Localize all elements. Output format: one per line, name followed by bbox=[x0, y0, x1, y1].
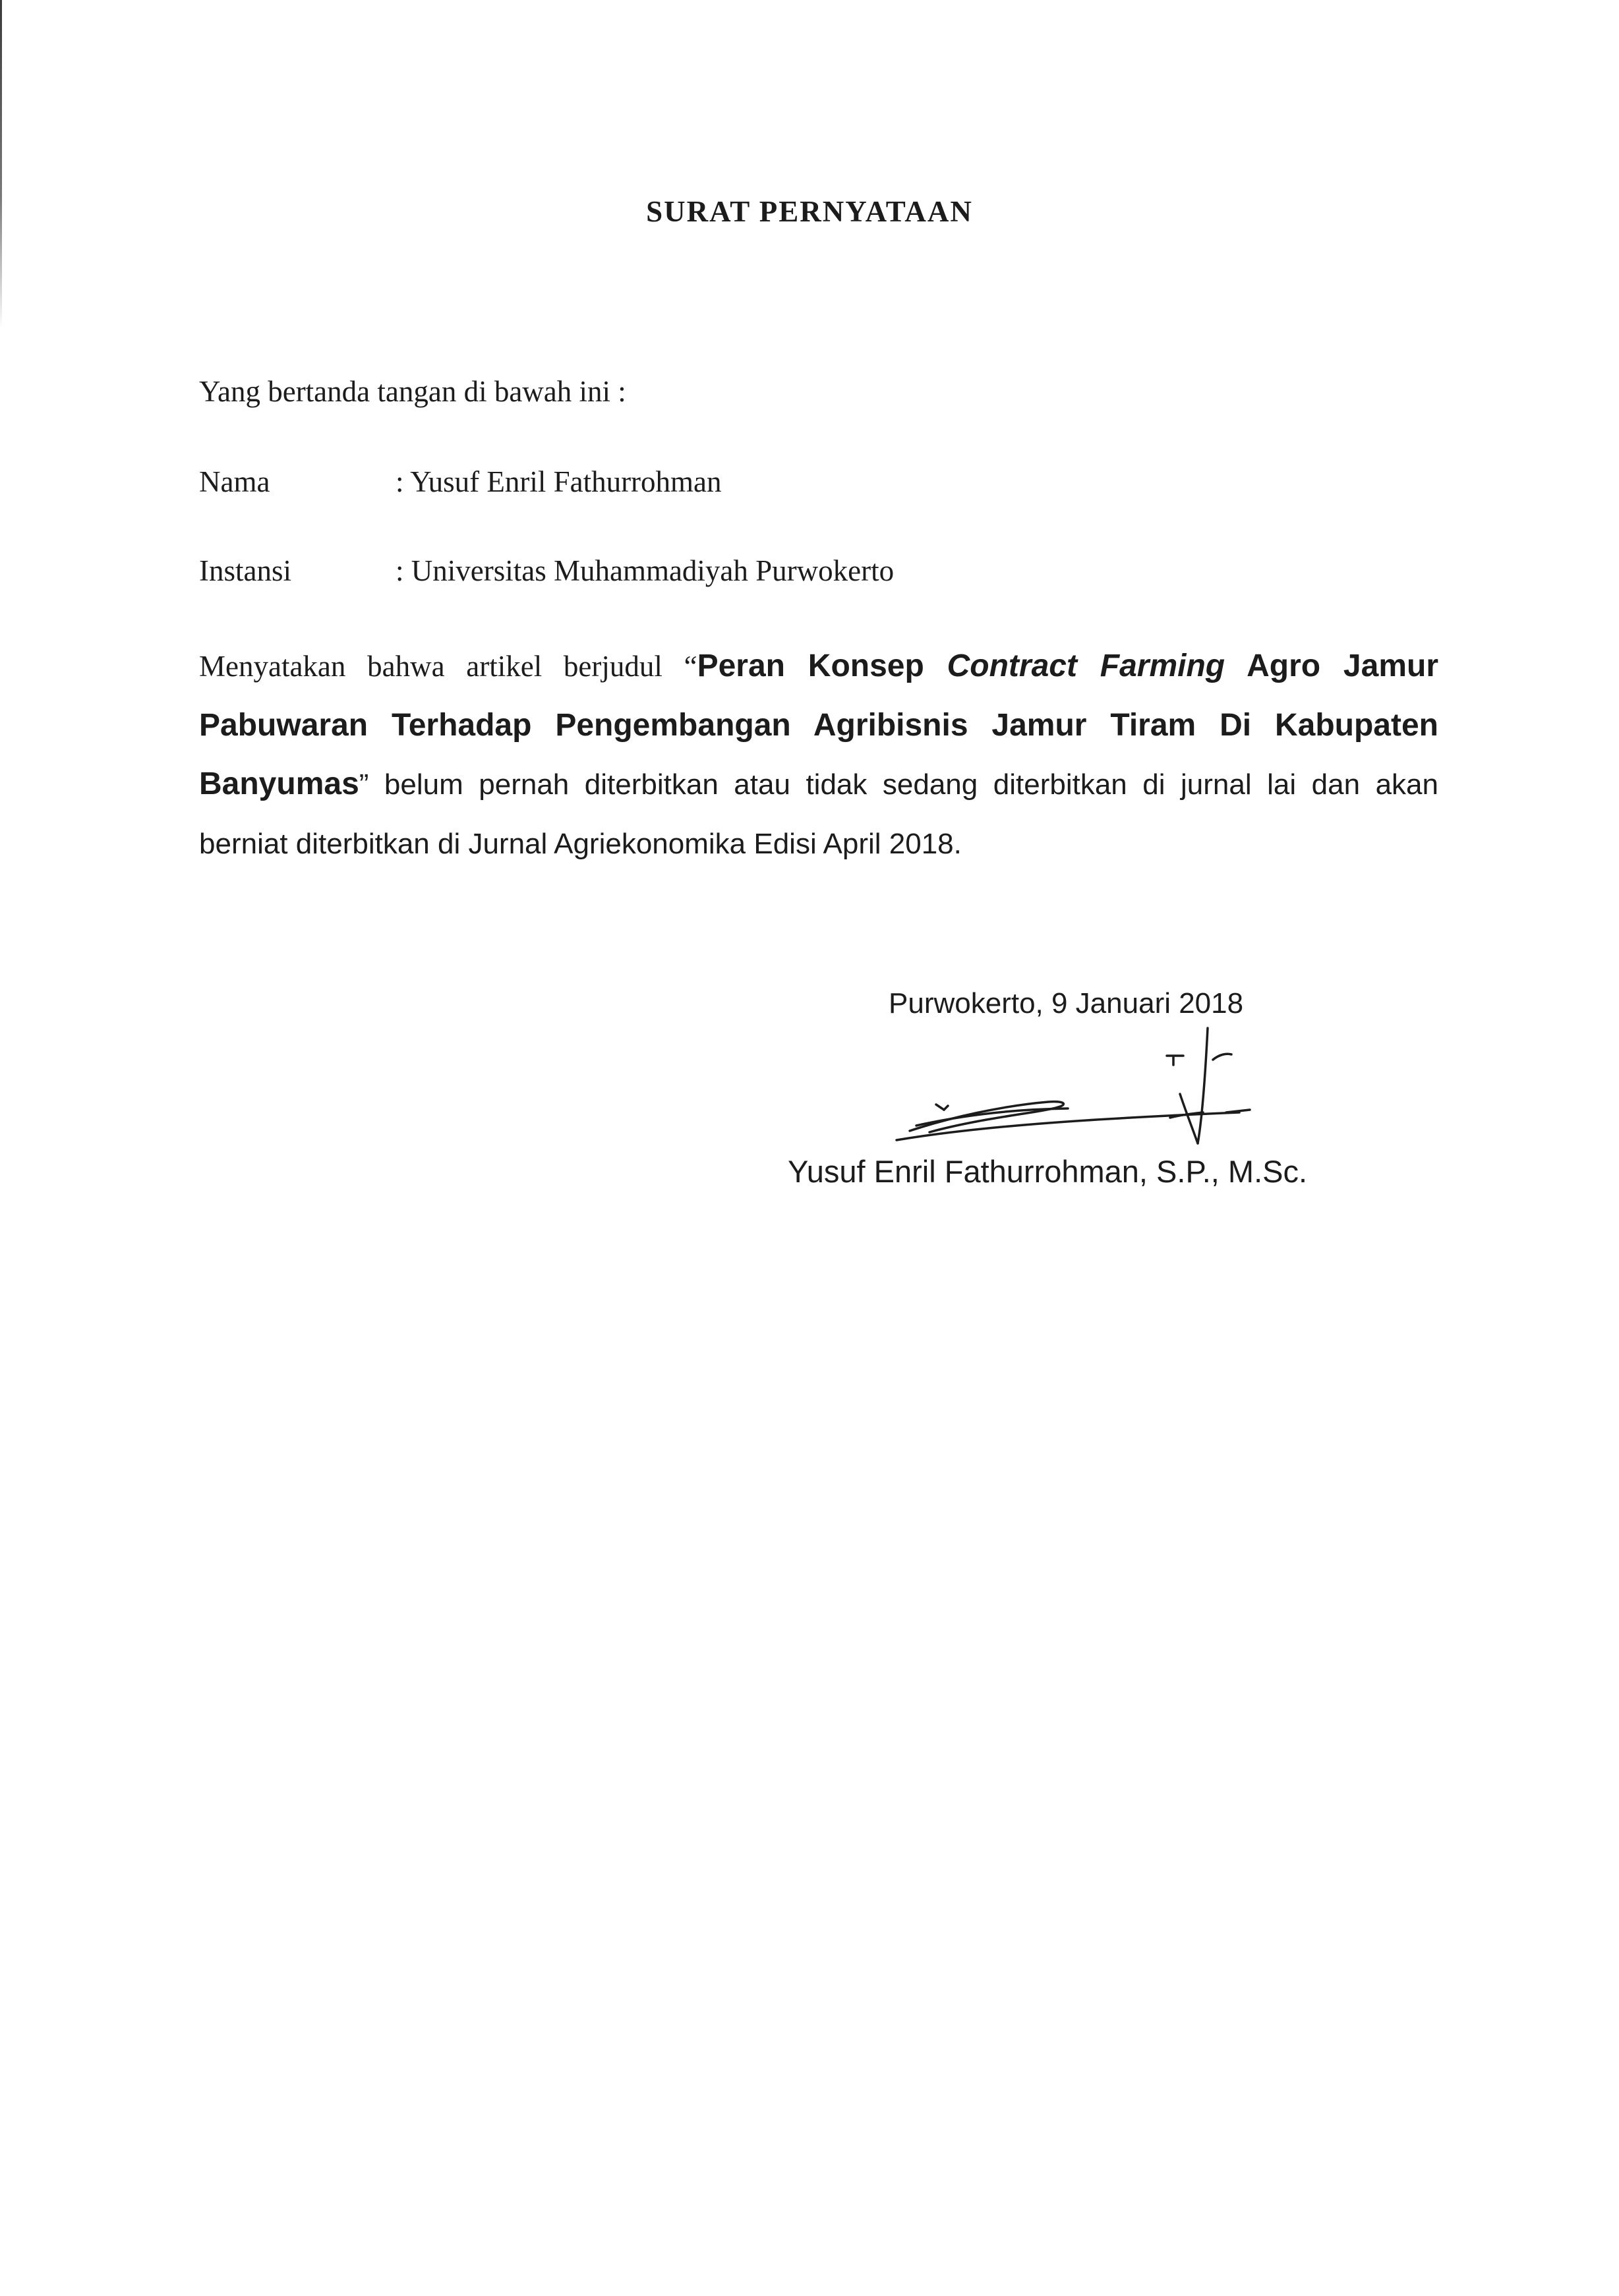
field-label-instansi: Instansi bbox=[199, 554, 291, 587]
signer-name: Yusuf Enril Fathurrohman, S.P., M.Sc. bbox=[788, 1154, 1308, 1189]
article-title-part1: Peran Konsep bbox=[697, 648, 947, 683]
article-title-italic: Contract Farming bbox=[947, 648, 1225, 683]
statement-rest: ” belum pernah diterbitkan atau tidak sedang diterbitkan di jurnal lai dan akan berniat diterbitkan di Jurnal Agriekonomika Edisi April 2018. bbox=[199, 768, 1438, 860]
place-date: Purwokerto, 9 Januari 2018 bbox=[889, 987, 1244, 1019]
intro-text: Yang bertanda tangan di bawah ini : bbox=[199, 375, 626, 408]
statement-lead: Menyatakan bahwa artikel berjudul “ bbox=[199, 650, 697, 683]
statement-paragraph bbox=[199, 637, 1438, 873]
field-value-instansi: : Universitas Muhammadiyah Purwokerto bbox=[396, 554, 895, 587]
scan-edge-shadow bbox=[0, 0, 2, 330]
document-title: SURAT PERNYATAAN bbox=[646, 195, 973, 228]
field-row-nama bbox=[199, 465, 722, 499]
field-row-instansi bbox=[199, 554, 894, 588]
article-title-part2: Agro Jamur Pabuwaran Terhadap Pengembangan Agribisnis Jamur Tiram Di Kabupaten Banyumas bbox=[199, 648, 1439, 801]
field-label-nama: Nama bbox=[199, 465, 270, 498]
field-value-nama: : Yusuf Enril Fathurrohman bbox=[396, 465, 722, 498]
signature-mark bbox=[870, 1002, 1279, 1160]
